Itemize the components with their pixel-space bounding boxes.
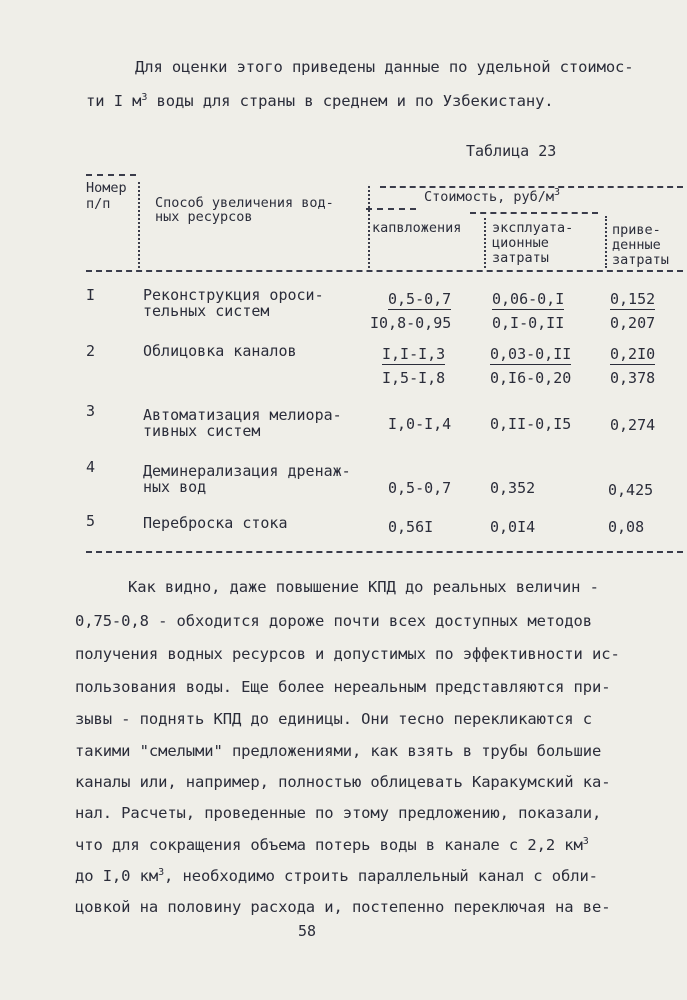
body-line-8: нал. Расчеты, проведенные по этому предложению, показали,	[75, 804, 602, 822]
table-caption: Таблица 23	[466, 142, 557, 160]
row-1-num: I	[86, 286, 96, 304]
row-1-method-2: тельных систем	[143, 302, 270, 320]
row-2-capex-2: I,5-I,8	[382, 369, 446, 387]
row-3-given: 0,274	[610, 416, 656, 434]
row-1-given-1: 0,152	[610, 290, 656, 308]
row-1-method-1: Реконструкция ороси-	[143, 286, 324, 304]
header-opex-3: затраты	[492, 250, 549, 266]
row-5-opex: 0,0I4	[490, 518, 536, 536]
header-subrule-left	[366, 208, 416, 210]
header-method-2: ных ресурсов	[155, 209, 253, 225]
row-1-capex-2: I0,8-0,95	[370, 314, 452, 332]
row-2-method-1: Облицовка каналов	[143, 342, 297, 360]
header-opex-2: ционные	[492, 235, 549, 251]
row-1-capex-1: 0,5-0,7	[388, 290, 452, 308]
body-line-4: пользования воды. Еще более нереальным представляются при-	[75, 678, 611, 696]
header-num-1: Номер	[86, 180, 127, 196]
intro-line-2: ти I $м^3$ воды для страны в среднем и по Узбекистану.	[86, 92, 554, 110]
row-4-method-2: ных вод	[143, 478, 207, 496]
col-separator-4	[605, 216, 607, 268]
row-3-opex: 0,II-0,I5	[490, 415, 572, 433]
header-cost-title: Стоимость, руб/$м^3$	[424, 187, 561, 205]
row-3-capex: I,0-I,4	[388, 415, 452, 433]
body-line-11: цовкой на половину расхода и, постепенно переключая на ве-	[75, 898, 611, 916]
row-5-method-1: Переброска стока	[143, 514, 288, 532]
row-3-num: 3	[86, 402, 96, 420]
body-line-5: зывы - поднять КПД до единицы. Они тесно перекликаются с	[75, 710, 592, 728]
row-2-opex-2: 0,I6-0,20	[490, 369, 572, 387]
table-top-rule-right	[380, 186, 683, 188]
header-subrule-mid	[470, 212, 598, 214]
body-line-2: 0,75-0,8 - обходится дороже почти всех доступных методов	[75, 612, 592, 630]
body-line-7: каналы или, например, полностью облицевать Каракумский ка-	[75, 773, 611, 791]
row-5-given: 0,08	[608, 518, 645, 536]
row-2-opex-1: 0,03-0,II	[490, 345, 572, 363]
row-1-opex-2: 0,I-0,II	[492, 314, 565, 332]
row-2-given-2: 0,378	[610, 369, 656, 387]
row-3-method-1: Автоматизация мелиора-	[143, 406, 342, 424]
header-num-2: п/п	[86, 196, 111, 212]
row-4-capex: 0,5-0,7	[388, 479, 452, 497]
row-1-given-2: 0,207	[610, 314, 656, 332]
header-given-1: приве-	[612, 222, 661, 238]
header-given-3: затраты	[612, 252, 669, 268]
table-bottom-rule	[86, 551, 683, 553]
header-given-2: денные	[612, 237, 661, 253]
body-line-1: Как видно, даже повышение КПД до реальных величин -	[128, 578, 599, 596]
col-separator-3	[484, 218, 486, 268]
intro-line-1: Для оценки этого приведены данные по удельной стоимос-	[135, 58, 634, 76]
row-2-capex-1: I,I-I,3	[382, 345, 446, 363]
row-4-opex: 0,352	[490, 479, 536, 497]
row-1-opex-1: 0,06-0,I	[492, 290, 565, 308]
header-capex: капвложения	[372, 220, 462, 236]
row-4-given: 0,425	[608, 481, 654, 499]
page-number: 58	[298, 922, 317, 940]
header-bottom-rule	[86, 270, 683, 272]
body-line-9: что для сокращения объема потерь воды в канале с 2,2 $км^3$	[75, 836, 589, 854]
row-5-capex: 0,56I	[388, 518, 434, 536]
col-separator-1	[138, 182, 140, 268]
col-separator-2	[368, 186, 370, 268]
table-top-rule-left	[86, 174, 136, 176]
row-2-given-1: 0,2I0	[610, 345, 656, 363]
header-opex-1: эксплуата-	[492, 220, 574, 236]
row-4-method-1: Деминерализация дренаж-	[143, 462, 351, 480]
body-line-10: до I,0 $км^3$, необходимо строить параллельный канал с обли-	[75, 867, 598, 885]
body-line-6: такими "смелыми" предложениями, как взять в трубы большие	[75, 742, 602, 760]
row-4-num: 4	[86, 458, 96, 476]
row-5-num: 5	[86, 512, 96, 530]
body-line-3: получения водных ресурсов и допустимых по эффективности ис-	[75, 645, 620, 663]
row-2-num: 2	[86, 342, 96, 360]
header-method-1: Способ увеличения вод-	[155, 195, 334, 211]
row-3-method-2: тивных систем	[143, 422, 261, 440]
